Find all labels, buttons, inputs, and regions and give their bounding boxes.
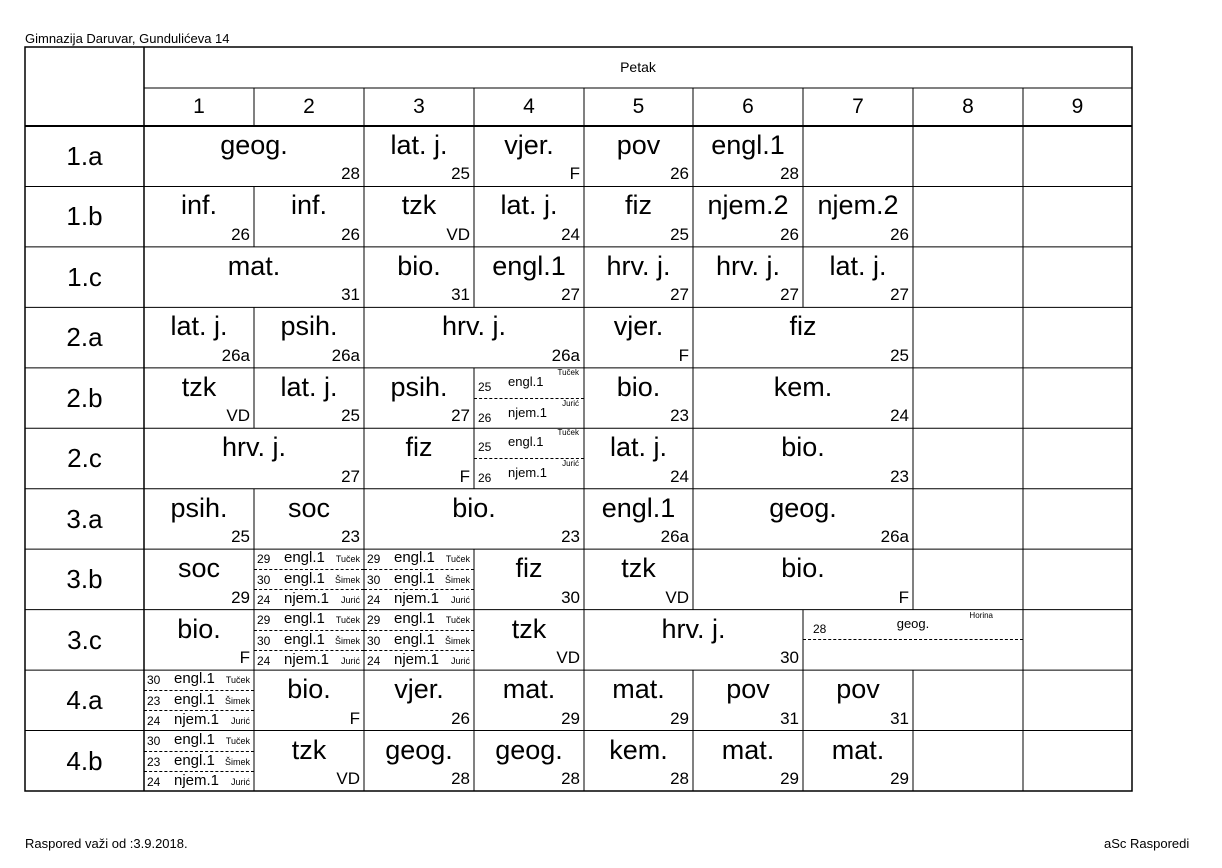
period-header: 3 [413,95,425,118]
lesson-subject: bio. [616,371,661,402]
lesson-subject: fiz [515,553,543,584]
lesson-subject: soc [177,553,221,584]
group-teacher: Jurić [450,595,470,606]
lesson-subject: engl.1 [601,492,676,523]
group-lesson [254,610,364,630]
lesson-subject: pov [616,130,661,160]
lesson-subject: mat. [721,734,775,765]
lesson-room: 28 [451,768,470,788]
group-lesson [803,610,1023,640]
lesson-room: F [898,587,909,607]
period-header: 7 [852,95,864,118]
lesson-room: 30 [780,648,799,668]
lesson-room: 27 [451,406,470,426]
lesson-cell [584,307,693,367]
school-name: Gimnazija Daruvar, Gundulićeva 14 [25,31,230,46]
class-label: 2.c [67,443,102,474]
lesson-room: 26a [331,345,360,365]
lesson-room: 29 [670,708,689,728]
lesson-subject: soc [287,492,331,523]
valid-from-note: Raspored važi od :3.9.2018. [25,836,188,851]
lesson-cell [803,731,913,791]
group-room: 24 [367,593,381,608]
group-room: 26 [478,410,492,425]
lesson-cell [693,126,803,186]
period-header: 2 [303,95,315,118]
lesson-cell [584,126,693,186]
day-header: Petak [620,59,656,75]
lesson-cell [144,428,364,488]
lesson-room: 27 [780,285,799,305]
lesson-room: F [349,708,360,728]
lesson-cell [144,731,254,791]
group-lesson [144,771,254,791]
group-lesson [364,650,474,670]
lesson-room: 28 [670,768,689,788]
lesson-subject: njem.2 [817,190,899,221]
lesson-cell [364,489,584,549]
group-subject: engl.1 [174,670,215,688]
group-lesson [474,368,584,398]
lesson-subject: psih. [170,492,228,523]
group-teacher: Šimek [444,575,470,586]
group-room: 29 [367,552,381,567]
group-subject: engl.1 [394,570,435,588]
lesson-room: 26 [780,224,799,244]
lesson-cell [364,186,474,246]
lesson-room: 27 [670,285,689,305]
group-subject: njem.1 [394,590,440,608]
lesson-subject: geog. [220,130,288,160]
lesson-cell [803,670,913,730]
class-label: 3.c [67,624,102,655]
lesson-room: 24 [561,224,580,244]
lesson-subject: inf. [290,190,328,221]
lesson-cell [144,549,254,609]
lesson-subject: vjer. [613,311,664,342]
group-room: 26 [478,471,492,486]
period-header: 6 [742,95,754,118]
lesson-cell [584,368,693,428]
lesson-cell [693,428,913,488]
lesson-room: 27 [561,285,580,305]
lesson-subject: mat. [831,734,885,765]
class-label: 1.b [66,201,103,232]
lesson-subject: hrv. j. [221,432,286,463]
group-lesson [474,398,584,428]
lesson-cell [693,489,913,549]
group-subject: engl.1 [284,549,325,567]
lesson-room: 29 [780,768,799,788]
lesson-cell [474,549,584,609]
lesson-cell [254,489,364,549]
lesson-cell [584,610,803,670]
lesson-subject: tzk [621,553,656,584]
lesson-cell [254,610,364,670]
class-label: 1.a [66,141,103,171]
lesson-room: 26a [221,345,250,365]
lesson-cell [364,610,474,670]
group-subject: engl.1 [174,730,215,748]
lesson-subject: bio. [452,492,496,523]
period-header: 8 [962,95,974,118]
lesson-cell [364,549,474,609]
lesson-cell [474,368,584,428]
group-room: 24 [257,593,271,608]
lesson-cell [144,489,254,549]
lesson-subject: tzk [511,613,547,644]
group-teacher: Tuček [445,614,470,625]
lesson-cell [144,126,364,186]
lesson-room: 28 [780,164,799,184]
group-room: 30 [147,733,161,748]
lesson-cell [144,307,254,367]
lesson-room: 23 [670,406,689,426]
lesson-subject: mat. [612,674,665,705]
lesson-room: 25 [341,406,360,426]
lesson-subject: hrv. j. [715,250,780,281]
group-subject: engl.1 [394,609,435,627]
group-subject: njem.1 [174,771,220,789]
group-teacher: Tuček [225,735,250,746]
group-teacher: Tuček [557,428,579,438]
lesson-subject: lat. j. [829,250,887,281]
group-teacher: Šimek [224,696,250,707]
lesson-cell [474,610,584,670]
group-subject: njem.1 [284,590,330,608]
lesson-cell [144,670,254,730]
lesson-cell [364,247,474,307]
lesson-room: 24 [670,466,689,486]
lesson-subject: lat. j. [500,190,558,221]
group-lesson [144,731,254,751]
lesson-subject: pov [726,674,770,705]
lesson-cell [254,368,364,428]
lesson-cell [254,307,364,367]
group-room: 30 [147,673,161,688]
lesson-cell [364,428,474,488]
group-lesson [364,589,474,609]
lesson-room: 26a [551,345,580,365]
lesson-cell [474,247,584,307]
lesson-cell [474,126,584,186]
lesson-cell [144,186,254,246]
lesson-subject: lat. j. [390,130,448,160]
lesson-cell [474,428,584,488]
lesson-subject: fiz [405,432,433,463]
group-subject: geog. [896,615,930,631]
lesson-room: F [239,648,250,668]
group-teacher: Jurić [230,776,250,787]
lesson-subject: bio. [781,553,825,584]
lesson-cell [254,186,364,246]
group-room: 29 [257,612,271,627]
lesson-cell [693,731,803,791]
group-teacher: Jurić [340,655,360,666]
lesson-room: 28 [341,164,360,184]
lesson-room: 28 [561,768,580,788]
class-label: 4.a [66,685,103,716]
lesson-room: 26 [341,224,360,244]
lesson-room: 23 [341,527,360,547]
lesson-subject: mat. [502,674,556,705]
lesson-subject: fiz [789,311,817,342]
lesson-subject: geog. [385,734,453,765]
lesson-subject: lat. j. [280,371,338,402]
lesson-subject: bio. [397,250,441,281]
group-teacher: Šimek [334,635,360,646]
group-lesson [364,630,474,650]
lesson-cell [144,610,254,670]
lesson-cell [803,186,913,246]
period-header: 4 [523,95,535,118]
lesson-room: 29 [890,768,909,788]
lesson-room: VD [446,224,470,244]
class-label: 3.a [66,503,103,534]
lesson-cell [474,186,584,246]
lesson-cell [693,368,913,428]
lesson-room: 25 [231,527,250,547]
group-lesson [254,650,364,670]
lesson-cell [474,670,584,730]
lesson-room: F [459,466,470,486]
lesson-subject: inf. [180,190,218,221]
group-lesson [364,549,474,569]
lesson-room: 24 [890,406,909,426]
group-lesson [144,751,254,771]
group-subject: njem.1 [284,650,330,668]
group-lesson [254,569,364,589]
lesson-cell [584,731,693,791]
lesson-cell [254,670,364,730]
group-teacher: Tuček [445,554,470,565]
lesson-room: 26 [670,164,689,184]
lesson-room: 30 [561,587,580,607]
group-room: 24 [147,774,161,789]
lesson-room: 23 [561,527,580,547]
group-teacher: Šimek [334,575,360,586]
lesson-room: 23 [890,466,909,486]
group-subject: engl.1 [394,630,435,648]
group-room: 30 [257,633,271,648]
group-teacher: Šimek [444,635,470,646]
group-room: 30 [367,573,381,588]
group-lesson [254,589,364,609]
lesson-cell [144,368,254,428]
lesson-subject: kem. [609,734,668,765]
group-teacher: Horina [969,610,993,620]
period-header: 9 [1071,95,1084,118]
group-subject: engl.1 [284,630,325,648]
lesson-subject: bio. [287,674,331,705]
lesson-subject: hrv. j. [661,613,726,644]
lesson-cell [584,549,693,609]
lesson-cell [254,731,364,791]
lesson-room: F [569,164,580,184]
lesson-cell [693,186,803,246]
group-lesson [144,710,254,730]
lesson-room: VD [665,587,689,607]
group-teacher: Jurić [230,716,250,727]
lesson-room: 29 [231,587,250,607]
group-subject: engl.1 [508,434,544,450]
group-room: 28 [813,621,827,636]
group-teacher: Tuček [335,554,360,565]
lesson-room: VD [556,648,580,668]
lesson-subject: tzk [291,734,327,765]
class-label: 1.c [67,261,102,292]
group-lesson [144,670,254,690]
group-subject: engl.1 [174,751,215,769]
group-subject: engl.1 [508,373,544,389]
group-subject: njem.1 [508,404,548,420]
group-subject: engl.1 [284,609,325,627]
group-teacher: Jurić [450,655,470,666]
group-room: 25 [478,379,492,394]
group-teacher: Tuček [225,675,250,686]
group-teacher: Jurić [562,398,579,408]
lesson-cell [693,549,913,609]
lesson-room: 31 [780,708,799,728]
class-label: 3.b [66,564,103,595]
lesson-room: 31 [341,285,360,305]
lesson-room: 31 [451,285,470,305]
lesson-subject: engl.1 [492,250,566,281]
lesson-room: 27 [890,285,909,305]
lesson-subject: lat. j. [609,432,668,463]
lesson-room: 27 [341,466,360,486]
brand-label: aSc Rasporedi [1104,836,1190,851]
group-teacher: Šimek [224,756,250,767]
lesson-subject: bio. [177,613,221,644]
lesson-cell [584,670,693,730]
lesson-room: 26 [231,224,250,244]
group-lesson [474,428,584,458]
group-subject: engl.1 [284,570,325,588]
lesson-cell [364,126,474,186]
lesson-subject: fiz [625,190,652,221]
lesson-cell [584,186,693,246]
lesson-cell [693,307,913,367]
lesson-cell [474,731,584,791]
group-room: 23 [147,694,161,709]
lesson-subject: pov [836,674,880,705]
lesson-cell [584,489,693,549]
lesson-cell [584,247,693,307]
lesson-cell [584,428,693,488]
lesson-room: 31 [890,708,909,728]
group-lesson [254,630,364,650]
lesson-room: 25 [890,345,909,365]
lesson-subject: geog. [769,492,837,523]
lesson-cell [364,670,474,730]
lesson-cell [693,247,803,307]
lesson-subject: mat. [227,250,281,281]
group-teacher: Tuček [335,614,360,625]
group-room: 29 [257,552,271,567]
lesson-room: 25 [451,164,470,184]
lesson-cell [364,307,584,367]
lesson-cell [254,549,364,609]
group-lesson [364,610,474,630]
lesson-room: VD [336,768,360,788]
lesson-cell [693,670,803,730]
lesson-subject: vjer. [394,674,444,705]
lesson-subject: hrv. j. [606,250,671,281]
group-room: 30 [367,633,381,648]
lesson-cell [364,731,474,791]
group-teacher: Jurić [340,595,360,606]
lesson-room: 26a [880,527,909,547]
lesson-subject: vjer. [504,130,554,160]
group-room: 24 [257,653,271,668]
lesson-subject: kem. [773,371,833,402]
lesson-room: 25 [670,224,689,244]
lesson-subject: psih. [390,371,448,402]
group-subject: njem.1 [174,711,220,729]
lesson-room: 29 [561,708,580,728]
lesson-room: 26a [660,527,689,547]
lesson-cell [144,247,364,307]
period-header: 5 [632,95,645,118]
lesson-room: 26 [451,708,470,728]
group-subject: engl.1 [174,691,215,709]
class-label: 4.b [66,745,103,776]
lesson-subject: hrv. j. [441,311,506,342]
class-label: 2.b [66,382,103,413]
lesson-room: F [678,345,689,365]
lesson-room: VD [226,406,250,426]
lesson-subject: bio. [781,432,825,463]
lesson-cell [364,368,474,428]
group-room: 25 [478,440,492,455]
group-room: 24 [147,714,161,729]
lesson-subject: geog. [495,734,563,765]
lesson-subject: tzk [181,371,217,402]
group-lesson [474,458,584,488]
lesson-subject: tzk [401,190,437,221]
group-room: 23 [147,754,161,769]
group-teacher: Jurić [562,459,579,469]
period-header: 1 [193,95,205,118]
group-room: 29 [367,612,381,627]
lesson-cell [803,247,913,307]
lesson-subject: psih. [280,311,338,342]
group-subject: njem.1 [394,650,440,668]
lesson-room: 26 [890,224,909,244]
class-label: 2.a [66,322,103,353]
group-lesson [364,569,474,589]
lesson-subject: engl.1 [711,130,785,160]
lesson-subject: lat. j. [170,311,228,342]
group-room: 30 [257,573,271,588]
group-lesson [254,549,364,569]
group-room: 24 [367,653,381,668]
lesson-subject: njem.2 [707,190,789,221]
group-lesson [144,690,254,710]
lesson-cell [803,610,1023,670]
group-subject: engl.1 [394,549,435,567]
group-subject: njem.1 [508,465,548,481]
group-teacher: Tuček [557,367,579,377]
